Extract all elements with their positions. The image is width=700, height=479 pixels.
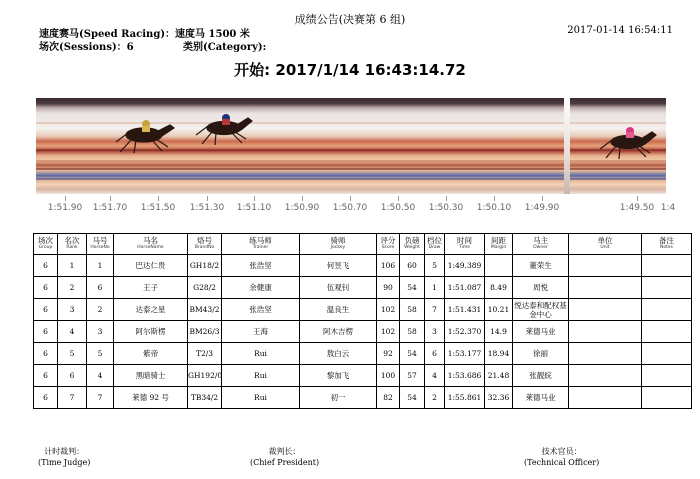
tick-mark [65, 196, 66, 201]
table-cell [485, 255, 513, 277]
table-cell: 1:51.087 [445, 277, 485, 299]
table-cell: 100 [377, 365, 400, 387]
table-cell: 董荣生 [513, 255, 569, 277]
table-cell [642, 365, 692, 387]
horse-right-icon [600, 127, 656, 159]
table-cell: 6 [34, 321, 58, 343]
tick-label: 1:49.50 [619, 203, 655, 213]
tick-mark [207, 196, 208, 201]
table-cell: 5 [87, 343, 114, 365]
table-cell: 张靓綄 [513, 365, 569, 387]
table-cell [642, 255, 692, 277]
tick-label: 1:50.70 [332, 203, 368, 213]
table-cell: 1:55.861 [445, 387, 485, 409]
page-title: 成绩公告(决赛第 6 组) [294, 13, 406, 26]
table-cell: 徐丽 [513, 343, 569, 365]
table-cell: GH18/2 [188, 255, 222, 277]
tick-mark [446, 196, 447, 201]
table-cell: 1 [58, 255, 87, 277]
photo-finish-image [36, 98, 666, 194]
time-judge-signature: 计时裁判： (Time Judge) [38, 447, 91, 467]
table-cell: 王子 [114, 277, 188, 299]
table-cell: 1 [87, 255, 114, 277]
table-cell: 3 [87, 321, 114, 343]
table-cell: 3 [58, 299, 87, 321]
col-header: 负磅 Weight [400, 234, 425, 255]
table-cell: 32.36 [485, 387, 513, 409]
table-cell: 54 [400, 387, 425, 409]
table-cell: 伍观钊 [300, 277, 377, 299]
table-cell [642, 387, 692, 409]
tick-label: 1:50.50 [380, 203, 416, 213]
col-header: 评分 Score [377, 234, 400, 255]
table-cell: 14.9 [485, 321, 513, 343]
table-cell: 黑暗骑士 [114, 365, 188, 387]
table-row [34, 277, 692, 299]
tick-mark [350, 196, 351, 201]
col-header: 场次 Group [34, 234, 58, 255]
table-cell: 莱德马业 [513, 387, 569, 409]
table-cell: 4 [425, 365, 445, 387]
race-info: 速度赛马(Speed Racing)：速度马 1500 米 [39, 29, 250, 40]
table-cell [642, 277, 692, 299]
table-cell: 1:52.370 [445, 321, 485, 343]
col-header: 档位 Draw [425, 234, 445, 255]
table-cell: 82 [377, 387, 400, 409]
tick-label: 1:4 [660, 203, 676, 213]
sessions-label: 场次(Sessions)：6 [39, 42, 134, 53]
table-cell: 6 [34, 255, 58, 277]
tick-label: 1:51.70 [92, 203, 128, 213]
table-row [34, 343, 692, 365]
table-cell: 7 [87, 387, 114, 409]
table-cell: 58 [400, 321, 425, 343]
table-cell: 1:53.686 [445, 365, 485, 387]
table-cell [569, 387, 642, 409]
table-cell: 21.48 [485, 365, 513, 387]
table-cell: 阿木吉楞 [300, 321, 377, 343]
table-cell: 周悦 [513, 277, 569, 299]
table-cell: 2 [58, 277, 87, 299]
col-header: 名次 Rank [58, 234, 87, 255]
table-row [34, 387, 692, 409]
table-cell: 6 [58, 365, 87, 387]
tick-label: 1:49.90 [524, 203, 560, 213]
table-cell: 58 [400, 299, 425, 321]
table-cell: 余健康 [222, 277, 300, 299]
table-cell: 何昱飞 [300, 255, 377, 277]
table-cell: 18.94 [485, 343, 513, 365]
col-header: 时间 Time [445, 234, 485, 255]
table-cell: 张浩坚 [222, 299, 300, 321]
table-cell: 102 [377, 321, 400, 343]
table-cell [569, 321, 642, 343]
tick-label: 1:50.30 [428, 203, 464, 213]
table-cell: 7 [425, 299, 445, 321]
table-cell: 温良生 [300, 299, 377, 321]
report-datetime: 2017-01-14 16:54:11 [567, 25, 673, 36]
table-cell: 6 [87, 277, 114, 299]
table-cell: 2 [87, 299, 114, 321]
tick-mark [637, 196, 638, 201]
table-cell: 1 [425, 277, 445, 299]
tick-mark [254, 196, 255, 201]
table-cell [569, 343, 642, 365]
table-cell: 敖白云 [300, 343, 377, 365]
col-header: 马主 Owner [513, 234, 569, 255]
table-cell: 8.49 [485, 277, 513, 299]
table-row [34, 321, 692, 343]
table-cell: 阿尔斯楞 [114, 321, 188, 343]
results-body [34, 255, 692, 409]
table-cell: 紫帝 [114, 343, 188, 365]
tick-label: 1:51.30 [189, 203, 225, 213]
col-header: 练马师 Trainer [222, 234, 300, 255]
table-cell [642, 343, 692, 365]
table-cell: 90 [377, 277, 400, 299]
tick-label: 1:50.90 [284, 203, 320, 213]
table-cell: 54 [400, 277, 425, 299]
table-cell: 6 [34, 387, 58, 409]
table-cell: 57 [400, 365, 425, 387]
tick-label: 1:51.50 [140, 203, 176, 213]
col-header: 骑师 Jockey [300, 234, 377, 255]
table-cell: 6 [34, 299, 58, 321]
table-cell: 达泰之星 [114, 299, 188, 321]
col-header: 间距 Margin [485, 234, 513, 255]
table-cell: 1:49.389 [445, 255, 485, 277]
table-cell: 4 [87, 365, 114, 387]
col-header: 马号 HorseNo [87, 234, 114, 255]
table-cell: 1:51.431 [445, 299, 485, 321]
table-cell: 5 [58, 343, 87, 365]
table-cell: BM26/3 [188, 321, 222, 343]
table-cell: Rui [222, 365, 300, 387]
col-header: 备注 Notes [642, 234, 692, 255]
table-cell: TB34/2 [188, 387, 222, 409]
table-cell: 4 [58, 321, 87, 343]
table-cell: 5 [425, 255, 445, 277]
table-row [34, 365, 692, 387]
tick-mark [110, 196, 111, 201]
tick-mark [302, 196, 303, 201]
tick-mark [158, 196, 159, 201]
table-cell: 92 [377, 343, 400, 365]
tick-label: 1:51.90 [47, 203, 83, 213]
table-cell: 张浩坚 [222, 255, 300, 277]
table-cell: 初一 [300, 387, 377, 409]
table-cell [642, 321, 692, 343]
table-cell: 黎加飞 [300, 365, 377, 387]
tick-mark [398, 196, 399, 201]
col-header: 烙号 BrandNo [188, 234, 222, 255]
table-cell: G28/2 [188, 277, 222, 299]
table-cell: 60 [400, 255, 425, 277]
chief-president-signature: 裁判长： (Chief President) [250, 447, 320, 467]
table-cell: 6 [34, 343, 58, 365]
table-cell: T2/3 [188, 343, 222, 365]
table-cell: GH192/0 [188, 365, 222, 387]
category-label: 类别(Category): [183, 42, 267, 53]
table-row [34, 255, 692, 277]
horses-illustration [36, 98, 666, 194]
table-cell: 悦达泰和配权基金中心 [514, 300, 567, 319]
table-cell [642, 299, 692, 321]
table-cell: 6 [34, 277, 58, 299]
tick-mark [542, 196, 543, 201]
table-cell: Rui [222, 343, 300, 365]
table-cell: 3 [425, 321, 445, 343]
table-cell [569, 365, 642, 387]
table-cell: 7 [58, 387, 87, 409]
table-cell: 6 [425, 343, 445, 365]
table-cell [569, 255, 642, 277]
table-cell: 2 [425, 387, 445, 409]
table-cell: 106 [377, 255, 400, 277]
table-cell: 莱德 92 号 [114, 387, 188, 409]
table-cell: 10.21 [485, 299, 513, 321]
tick-label: 1:51.10 [236, 203, 272, 213]
table-header-row [34, 234, 692, 255]
table-cell: 6 [34, 365, 58, 387]
table-cell: 巴达仁贵 [114, 255, 188, 277]
table-cell: 莱德马业 [513, 321, 569, 343]
table-cell: 102 [377, 299, 400, 321]
sessions-info [39, 38, 267, 53]
table-cell: 王海 [222, 321, 300, 343]
technical-officer-signature: 技术官员： (Technical Officer) [524, 447, 600, 467]
table-cell: 1:53.177 [445, 343, 485, 365]
col-header: 单位 Unit [569, 234, 642, 255]
horse-middle-icon [196, 114, 252, 145]
horse-left-icon [116, 120, 174, 153]
table-cell: BM43/2 [188, 299, 222, 321]
start-time: 开始: 2017/1/14 16:43:14.72 [234, 61, 466, 79]
table-row [34, 299, 692, 321]
tick-mark [494, 196, 495, 201]
table-cell [569, 299, 642, 321]
col-header: 马名 HorseName [114, 234, 188, 255]
table-cell [569, 277, 642, 299]
table-cell: 54 [400, 343, 425, 365]
results-table [33, 233, 692, 409]
table-cell: Rui [222, 387, 300, 409]
tick-label: 1:50.10 [476, 203, 512, 213]
